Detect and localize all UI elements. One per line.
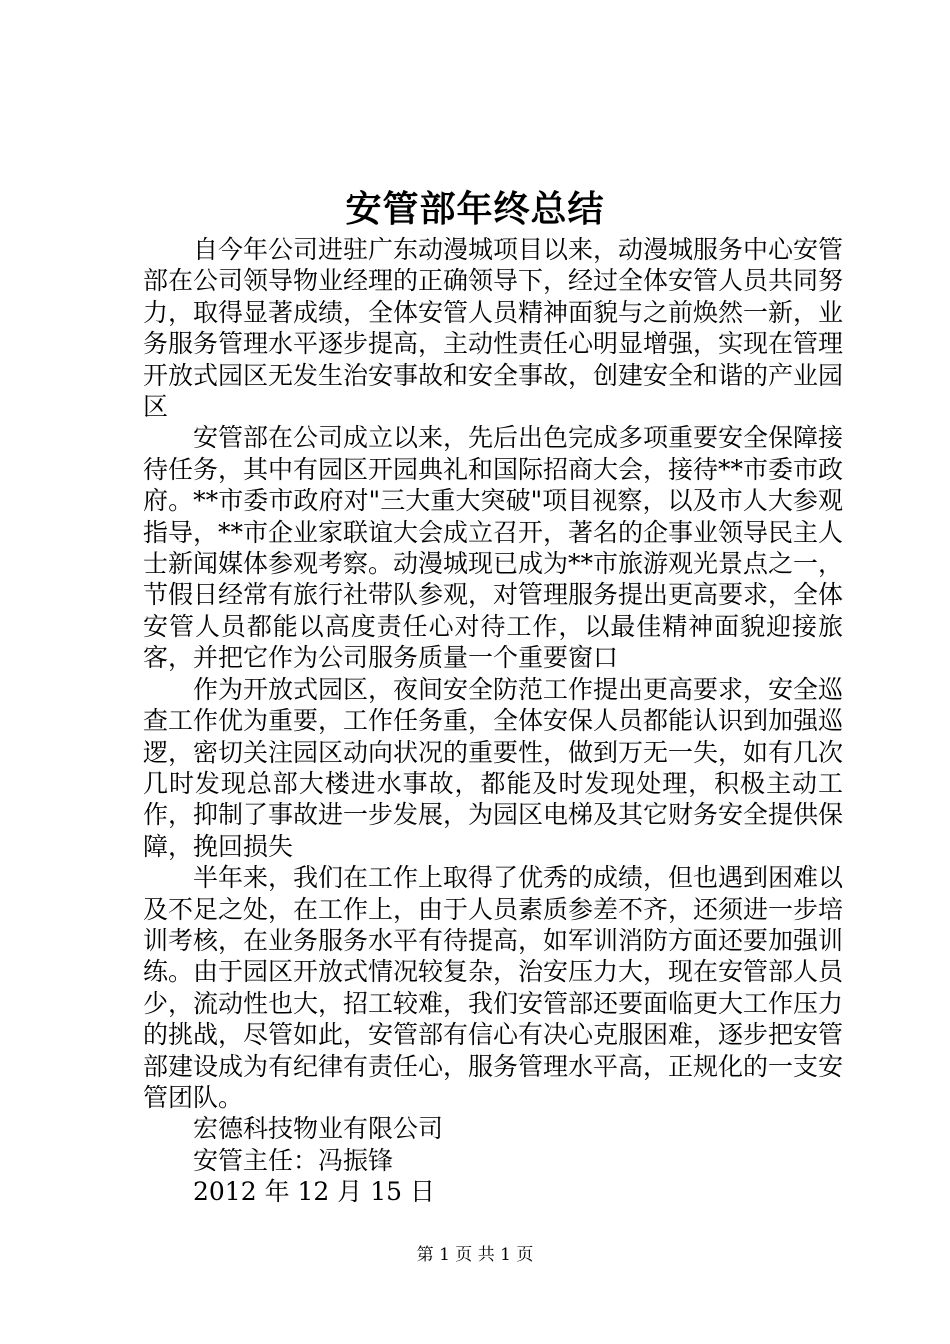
paragraph-3: 作为开放式园区，夜间安全防范工作提出更高要求，安全巡查工作优为重要，工作任务重，全体安保人员都能认识到加强巡逻，密切关注园区动向状况的重要性，做到万无一失，如有几次几时发现总部大楼进水事故，都能及时发现处理，积极主动工作，抑制了事故进一步发展，为园区电梯及其它财务安全提供保障，挽回损失 [143,674,844,861]
document-body [143,234,843,1208]
paragraph-1: 自今年公司进驻广东动漫城项目以来，动漫城服务中心安管部在公司领导物业经理的正确领导下，经过全体安管人员共同努力，取得显著成绩，全体安管人员精神面貌与之前焕然一新，业务服务管理水平逐步提高，主动性责任心明显增强，实现在管理开放式园区无发生治安事故和安全事故，创建安全和谐的产业园区 [143,235,844,422]
signature-director: 安管主任：冯振锋 [193,1145,394,1175]
signature-date: 2012 年 12 月 15 日 [193,1177,435,1207]
paragraph-2: 安管部在公司成立以来，先后出色完成多项重要安全保障接待任务，其中有园区开园典礼和国际招商大会，接待**市委市政府。**市委市政府对"三大重大突破"项目视察，以及市人大参观指导，**市企业家联谊大会成立召开，著名的企事业领导民主人士新闻媒体参观考察。动漫城现已成为**市旅游观光景点之一，节假日经常有旅行社带队参观，对管理服务提出更高要求，全体安管人员都能以高度责任心对待工作，以最佳精神面貌迎接旅客，并把它作为公司服务质量一个重要窗口 [143,423,844,673]
page-footer: 第 1 页 共 1 页 [416,1245,534,1265]
page-title: 安管部年终总结 [345,188,605,230]
signature-company: 宏德科技物业有限公司 [193,1114,444,1144]
paragraph-4: 半年来，我们在工作上取得了优秀的成绩，但也遇到困难以及不足之处，在工作上，由于人员素质参差不齐，还须进一步培训考核，在业务服务水平有待提高，如军训消防方面还要加强训练。由于园区开放式情况较复杂，治安压力大，现在安管部人员少，流动性也大，招工较难，我们安管部还要面临更大工作压力的挑战，尽管如此，安管部有信心有决心克服困难，逐步把安管部建设成为有纪律有责任心，服务管理水平高，正规化的一支安管团队。 [143,863,844,1112]
